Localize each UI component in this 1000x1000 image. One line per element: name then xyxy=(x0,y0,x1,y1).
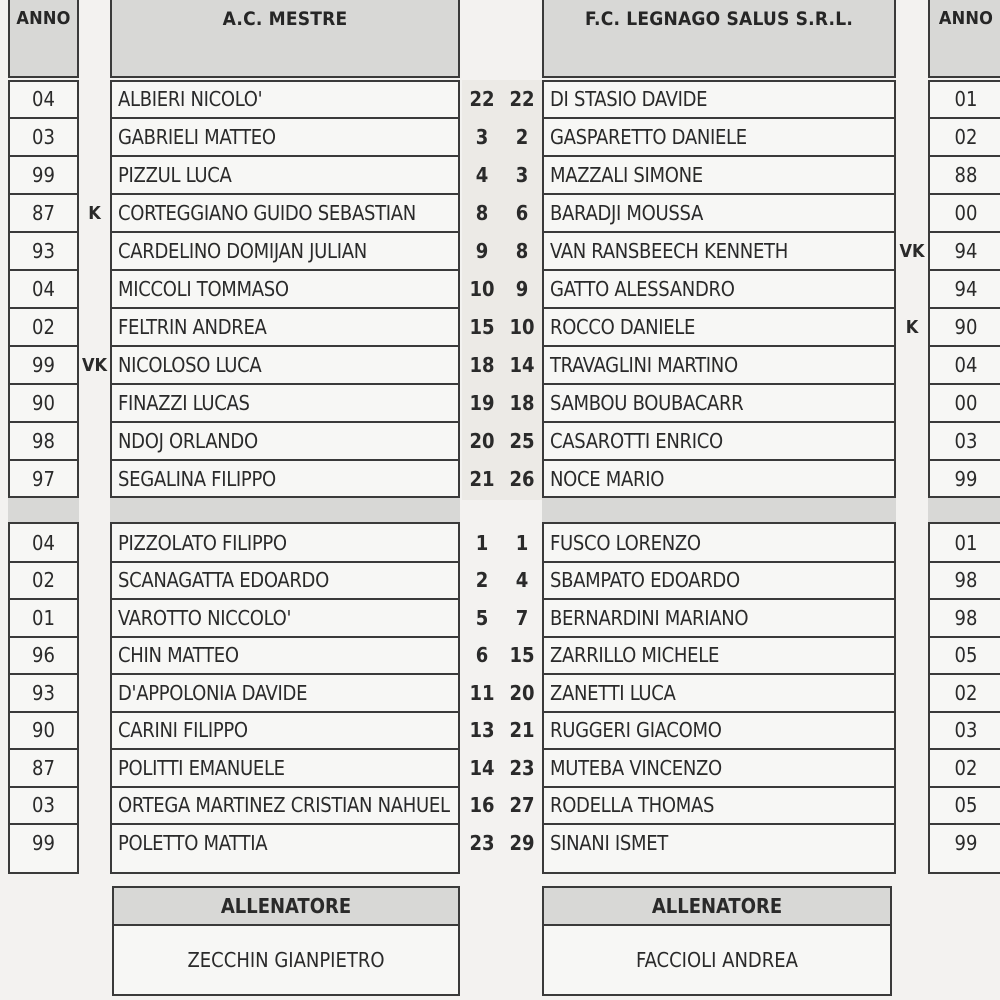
away-player-year: 01 xyxy=(954,530,978,555)
home-player-name: MICCOLI TOMMASO xyxy=(118,277,289,301)
away-player-year: 04 xyxy=(954,353,978,377)
away-player-number: 20 xyxy=(509,680,535,705)
home-player-year: 90 xyxy=(32,718,55,743)
home-player-name: GABRIELI MATTEO xyxy=(118,125,276,149)
away-player-name: SAMBOU BOUBACARR xyxy=(550,391,744,415)
away-player-name: GATTO ALESSANDRO xyxy=(550,277,735,301)
away-player-number: 26 xyxy=(509,467,535,491)
away-player-name: DI STASIO DAVIDE xyxy=(550,87,708,111)
away-captain-mark xyxy=(896,156,928,194)
away-captain-mark xyxy=(896,194,928,232)
home-player-name: CARINI FILIPPO xyxy=(118,718,248,743)
home-player-name: POLETTO MATTIA xyxy=(118,830,268,855)
away-player-year: 98 xyxy=(954,605,978,630)
away-captain-mark xyxy=(896,346,928,384)
home-player-number: 21 xyxy=(469,467,495,491)
home-player-number: 15 xyxy=(469,315,495,339)
away-player-year: 00 xyxy=(954,391,978,415)
away-player-number: 7 xyxy=(515,605,529,630)
home-player-name: ORTEGA MARTINEZ CRISTIAN NAHUEL xyxy=(118,793,450,818)
home-player-year: 04 xyxy=(32,87,55,111)
away-player-number: 4 xyxy=(515,568,529,593)
away-player-number: 27 xyxy=(509,793,535,818)
home-player-name: CORTEGGIANO GUIDO SEBASTIAN xyxy=(118,201,416,225)
home-captain-mark xyxy=(79,422,110,460)
away-player-name: SINANI ISMET xyxy=(550,830,668,855)
home-year-header: ANNO xyxy=(8,0,79,78)
home-player-year: 87 xyxy=(32,201,55,225)
away-captain-mark xyxy=(896,80,928,118)
home-captain-mark: VK xyxy=(81,354,108,376)
away-player-number: 14 xyxy=(509,353,535,377)
away-player-year: 03 xyxy=(954,718,978,743)
away-player-year: 99 xyxy=(954,830,978,855)
home-player-number: 1 xyxy=(475,530,489,555)
home-player-year: 03 xyxy=(32,793,55,818)
home-player-number: 11 xyxy=(469,680,495,705)
home-player-year: 90 xyxy=(32,391,55,415)
home-player-year: 04 xyxy=(32,277,55,301)
home-player-number: 22 xyxy=(469,87,495,111)
away-player-number: 8 xyxy=(515,239,529,263)
home-player-number: 20 xyxy=(469,429,495,453)
home-player-name: CARDELINO DOMIJAN JULIAN xyxy=(118,239,367,263)
away-captain-mark xyxy=(896,118,928,156)
away-player-number: 18 xyxy=(509,391,535,415)
away-player-year: 02 xyxy=(954,125,978,149)
home-player-number: 2 xyxy=(475,568,489,593)
away-player-number: 3 xyxy=(515,163,529,187)
away-player-year: 02 xyxy=(954,680,978,705)
away-player-year: 88 xyxy=(954,163,978,187)
home-player-number: 6 xyxy=(475,643,489,668)
away-player-name: NOCE MARIO xyxy=(550,467,665,491)
away-player-year: 05 xyxy=(954,793,978,818)
away-player-year: 94 xyxy=(954,239,978,263)
home-names-separator xyxy=(110,496,460,524)
away-player-name: TRAVAGLINI MARTINO xyxy=(550,353,738,377)
home-player-name: VAROTTO NICCOLO' xyxy=(118,605,292,630)
home-captain-mark xyxy=(79,460,110,498)
away-player-name: GASPARETTO DANIELE xyxy=(550,125,747,149)
away-names-separator xyxy=(542,496,896,524)
home-player-number: 18 xyxy=(469,353,495,377)
home-player-number: 4 xyxy=(475,163,489,187)
away-player-year: 05 xyxy=(954,643,978,668)
away-captain-mark xyxy=(896,460,928,498)
away-player-number: 1 xyxy=(515,530,529,555)
away-player-number: 6 xyxy=(515,201,529,225)
away-player-number: 9 xyxy=(515,277,529,301)
home-player-number: 14 xyxy=(469,755,495,780)
away-player-year: 03 xyxy=(954,429,978,453)
away-player-name: VAN RANSBEECH KENNETH xyxy=(550,239,788,263)
home-player-name: PIZZUL LUCA xyxy=(118,163,232,187)
home-player-name: SCANAGATTA EDOARDO xyxy=(118,568,329,593)
home-player-name: D'APPOLONIA DAVIDE xyxy=(118,680,308,705)
away-player-year: 98 xyxy=(954,568,978,593)
away-player-name: MAZZALI SIMONE xyxy=(550,163,703,187)
home-player-year: 93 xyxy=(32,239,55,263)
home-player-name: ALBIERI NICOLO' xyxy=(118,87,263,111)
away-team-header: F.C. LEGNAGO SALUS S.R.L. xyxy=(542,0,896,78)
home-player-number: 8 xyxy=(475,201,489,225)
home-player-year: 99 xyxy=(32,353,55,377)
away-coach-header: ALLENATORE xyxy=(542,886,892,926)
home-coach-name: ZECCHIN GIANPIETRO xyxy=(112,924,460,996)
home-captain-mark xyxy=(79,156,110,194)
home-player-name: PIZZOLATO FILIPPO xyxy=(118,530,287,555)
away-captain-mark xyxy=(896,422,928,460)
home-player-year: 99 xyxy=(32,830,55,855)
home-player-year: 97 xyxy=(32,467,55,491)
away-player-name: ZARRILLO MICHELE xyxy=(550,643,720,668)
away-player-name: SBAMPATO EDOARDO xyxy=(550,568,740,593)
home-player-name: NDOJ ORLANDO xyxy=(118,429,258,453)
home-player-number: 23 xyxy=(469,830,495,855)
away-captain-mark xyxy=(896,270,928,308)
home-captain-mark xyxy=(79,118,110,156)
away-player-number: 10 xyxy=(509,315,535,339)
home-player-name: FINAZZI LUCAS xyxy=(118,391,250,415)
away-player-name: CASAROTTI ENRICO xyxy=(550,429,723,453)
home-player-name: CHIN MATTEO xyxy=(118,643,239,668)
away-captain-mark: K xyxy=(905,316,919,338)
home-player-year: 01 xyxy=(32,605,55,630)
away-player-year: 99 xyxy=(954,467,978,491)
away-player-number: 25 xyxy=(509,429,535,453)
away-player-year: 90 xyxy=(954,315,978,339)
away-player-number: 29 xyxy=(509,830,535,855)
home-player-name: NICOLOSO LUCA xyxy=(118,353,262,377)
home-coach-header: ALLENATORE xyxy=(112,886,460,926)
home-player-number: 9 xyxy=(475,239,489,263)
away-player-year: 01 xyxy=(954,87,978,111)
away-player-number: 15 xyxy=(509,643,535,668)
home-player-name: FELTRIN ANDREA xyxy=(118,315,267,339)
home-player-name: SEGALINA FILIPPO xyxy=(118,467,276,491)
away-player-name: RUGGERI GIACOMO xyxy=(550,718,722,743)
away-player-name: BARADJI MOUSSA xyxy=(550,201,704,225)
home-player-number: 19 xyxy=(469,391,495,415)
home-player-year: 02 xyxy=(32,568,55,593)
home-player-year: 02 xyxy=(32,315,55,339)
away-player-name: ROCCO DANIELE xyxy=(550,315,696,339)
away-player-number: 23 xyxy=(509,755,535,780)
home-team-header: A.C. MESTRE xyxy=(110,0,460,78)
away-player-year: 02 xyxy=(954,755,978,780)
home-player-number: 3 xyxy=(475,125,489,149)
home-player-year: 93 xyxy=(32,680,55,705)
away-player-year: 94 xyxy=(954,277,978,301)
home-captain-mark xyxy=(79,270,110,308)
home-captain-mark xyxy=(79,384,110,422)
away-captain-mark: VK xyxy=(899,240,925,262)
away-player-name: ZANETTI LUCA xyxy=(550,680,676,705)
home-captain-mark: K xyxy=(88,202,101,224)
away-player-number: 2 xyxy=(515,125,529,149)
home-player-name: POLITTI EMANUELE xyxy=(118,755,285,780)
home-player-year: 87 xyxy=(32,755,55,780)
away-captain-mark xyxy=(896,384,928,422)
away-years-separator xyxy=(928,496,1000,524)
home-player-number: 13 xyxy=(469,718,495,743)
away-player-name: RODELLA THOMAS xyxy=(550,793,715,818)
away-player-name: FUSCO LORENZO xyxy=(550,530,701,555)
away-player-number: 21 xyxy=(509,718,535,743)
home-player-number: 16 xyxy=(469,793,495,818)
home-captain-mark xyxy=(79,308,110,346)
home-player-number: 10 xyxy=(469,277,495,301)
home-player-year: 98 xyxy=(32,429,55,453)
away-coach-name: FACCIOLI ANDREA xyxy=(542,924,892,996)
away-player-year: 00 xyxy=(954,201,978,225)
away-player-name: BERNARDINI MARIANO xyxy=(550,605,749,630)
home-captain-mark xyxy=(79,80,110,118)
home-player-year: 96 xyxy=(32,643,55,668)
away-year-header: ANNO xyxy=(928,0,1000,78)
away-player-number: 22 xyxy=(509,87,535,111)
home-player-year: 04 xyxy=(32,530,55,555)
home-captain-mark xyxy=(79,232,110,270)
away-player-name: MUTEBA VINCENZO xyxy=(550,755,722,780)
home-player-year: 99 xyxy=(32,163,55,187)
home-years-separator xyxy=(8,496,79,524)
home-player-year: 03 xyxy=(32,125,55,149)
home-player-number: 5 xyxy=(475,605,489,630)
